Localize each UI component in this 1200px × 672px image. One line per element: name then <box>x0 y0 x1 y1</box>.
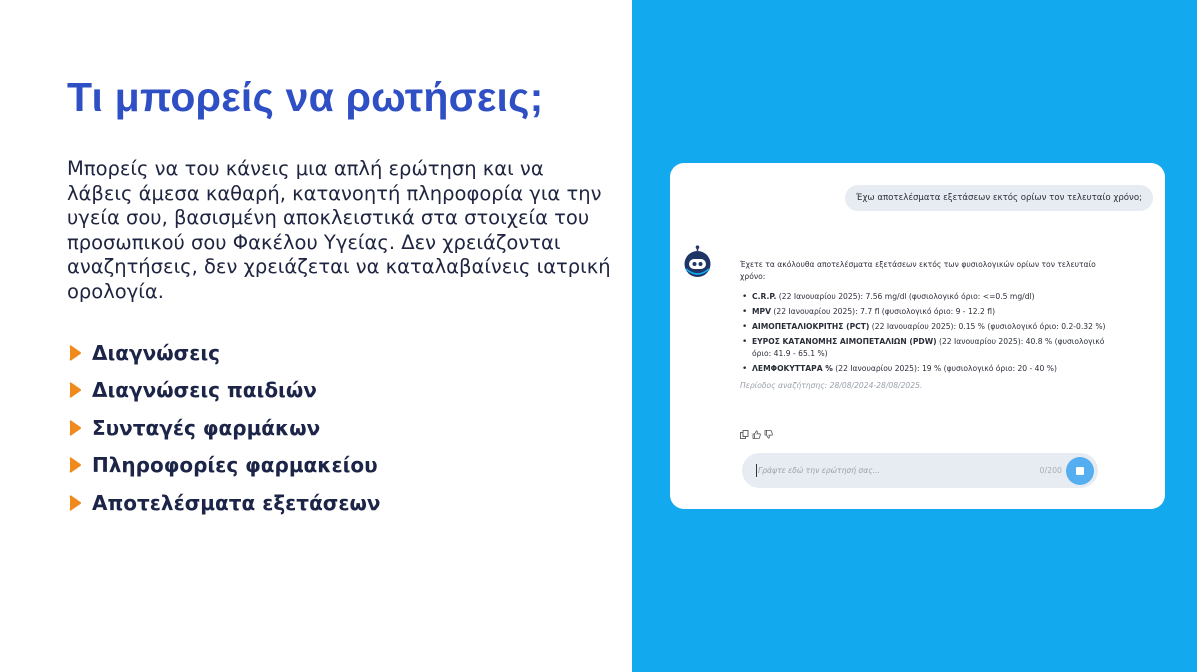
chevron-right-icon <box>67 492 85 514</box>
list-item <box>740 336 1112 360</box>
chevron-right-icon <box>67 342 85 364</box>
user-message-bubble: Έχω αποτελέσματα εξετάσεων εκτός ορίων τον τελευταίο χρόνο; <box>845 185 1153 211</box>
chevron-right-icon <box>67 417 85 439</box>
list-item <box>740 363 1112 375</box>
page-title: Τι μπορείς να ρωτήσεις; <box>67 74 544 120</box>
chat-window <box>670 163 1165 509</box>
result-detail: (22 Ιανουαρίου 2025): 7.7 fl (φυσιολογικό όριο: 9 - 12.2 fl) <box>771 307 996 316</box>
input-placeholder: Γράψτε εδώ την ερώτησή σας... <box>758 466 880 475</box>
message-actions <box>740 426 773 435</box>
bullet-label: Πληροφορίες φαρμακείου <box>92 453 378 478</box>
result-name: MPV <box>752 307 771 316</box>
list-item <box>67 372 381 410</box>
robot-icon <box>683 245 712 279</box>
copy-icon[interactable] <box>740 426 749 435</box>
topics-list <box>67 334 381 522</box>
results-list <box>740 291 1112 375</box>
char-counter: 0/200 <box>1039 466 1062 475</box>
question-input[interactable] <box>742 453 1098 488</box>
list-item <box>740 291 1112 303</box>
list-item <box>740 306 1112 318</box>
bot-response <box>740 259 1112 392</box>
result-detail: (22 Ιανουαρίου 2025): 19 % (φυσιολογικό όριο: 20 - 40 %) <box>832 364 1057 373</box>
bullet-label: Διαγνώσεις <box>92 340 220 365</box>
chevron-right-icon <box>67 379 85 401</box>
chevron-right-icon <box>67 454 85 476</box>
intro-paragraph: Μπορείς να του κάνεις μια απλή ερώτηση και να λάβεις άμεσα καθαρή, κατανοητή πληροφορία για την υγεία σου, βασισμένη αποκλειστικά στα στοιχεία του προσωπικού σου Φακέλου Υγείας. Δεν χρειάζονται αναζητήσεις, δεν χρειάζεται να καταλαβαίνεις ιατρική ορολογία. <box>67 157 611 303</box>
text-caret <box>756 464 757 477</box>
bullet-label: Διαγνώσεις παιδιών <box>92 378 317 403</box>
bullet-label: Αποτελέσματα εξετάσεων <box>92 490 381 515</box>
result-detail: (22 Ιανουαρίου 2025): 0.15 % (φυσιολογικό όριο: 0.2-0.32 %) <box>869 322 1106 331</box>
result-name: ΑΙΜΟΠΕΤΑΛΙΟΚΡΙΤΗΣ (PCT) <box>752 322 870 331</box>
result-detail: (22 Ιανουαρίου 2025): 40.8 % (φυσιολογικό όριο: 41.9 - 65.1 %) <box>752 337 1105 358</box>
stop-icon <box>1076 467 1084 475</box>
list-item <box>67 447 381 485</box>
bot-intro-text: Έχετε τα ακόλουθα αποτελέσματα εξετάσεων εκτός των φυσιολογικών ορίων τον τελευταίο χρόνο: <box>740 260 1096 281</box>
list-item <box>67 484 381 522</box>
result-name: ΕΥΡΟΣ ΚΑΤΑΝΟΜΗΣ ΑΙΜΟΠΕΤΑΛΙΩΝ (PDW) <box>752 337 937 346</box>
search-period-text: Περίοδος αναζήτησης: 28/08/2024-28/08/2025. <box>740 381 923 390</box>
list-item <box>67 409 381 447</box>
bullet-label: Συνταγές φαρμάκων <box>92 415 321 440</box>
result-name: ΛΕΜΦΟΚΥΤΤΑΡΑ % <box>752 364 833 373</box>
list-item <box>67 334 381 372</box>
result-detail: (22 Ιανουαρίου 2025): 7.56 mg/dl (φυσιολογικό όριο: <=0.5 mg/dl) <box>776 292 1035 301</box>
stop-button[interactable] <box>1066 457 1094 485</box>
result-name: C.R.P. <box>752 292 777 301</box>
thumbs-down-icon[interactable] <box>764 426 773 435</box>
list-item <box>740 321 1112 333</box>
thumbs-up-icon[interactable] <box>752 426 761 435</box>
